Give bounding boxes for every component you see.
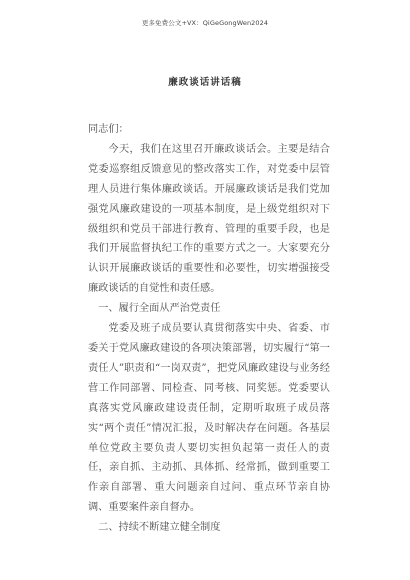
intro-paragraph: 今天，我们在这里召开廉政谈话会。主要是结合党委巡察组反馈意见的整改落实工作，对党委中层管理人员进行集体廉政谈话。开展廉政谈话是我们党加强党风廉政建设的一项基本制度，是上级党组织对下级组织和党员干部进行教育、管理的重要手段，也是我们开展监督执纪工作的重要方式之一。大家要充分认识开展廉政谈话的重要性和必要性，切实增强接受廉政谈话的自觉性和责任感。 bbox=[88, 143, 330, 295]
document-body bbox=[88, 120, 330, 538]
document-title: 廉政谈话讲话稿 bbox=[168, 77, 242, 88]
salutation: 同志们： bbox=[88, 124, 129, 135]
section-heading-1: 一、履行全面从严治党责任 bbox=[98, 303, 221, 315]
section-paragraph-1: 党委及班子成员要认真贯彻落实中央、省委、市委关于党风廉政建设的各项决策部署，切实履行“第一责任人”职责和“一岗双责”，把党风廉政建设与业务经营工作同部署、同检查、同考核、同奖惩。党委要认真落实党风廉政建设责任制，定期听取班子成员落实“两个责任”情况汇报，及时解决存在问题。各基层单位党政主要负责人要切实担负起第一责任人的责任，亲自抓、主动抓、具体抓、经常抓，做到重要工作亲自部署、重大问题亲自过问、重点环节亲自协调、重要案件亲自督办。 bbox=[88, 323, 330, 514]
header-note: 更多免费公文+VX：QiGeGongWen2024 bbox=[141, 19, 269, 27]
section-heading-2: 二、持续不断建立健全制度 bbox=[98, 522, 221, 534]
